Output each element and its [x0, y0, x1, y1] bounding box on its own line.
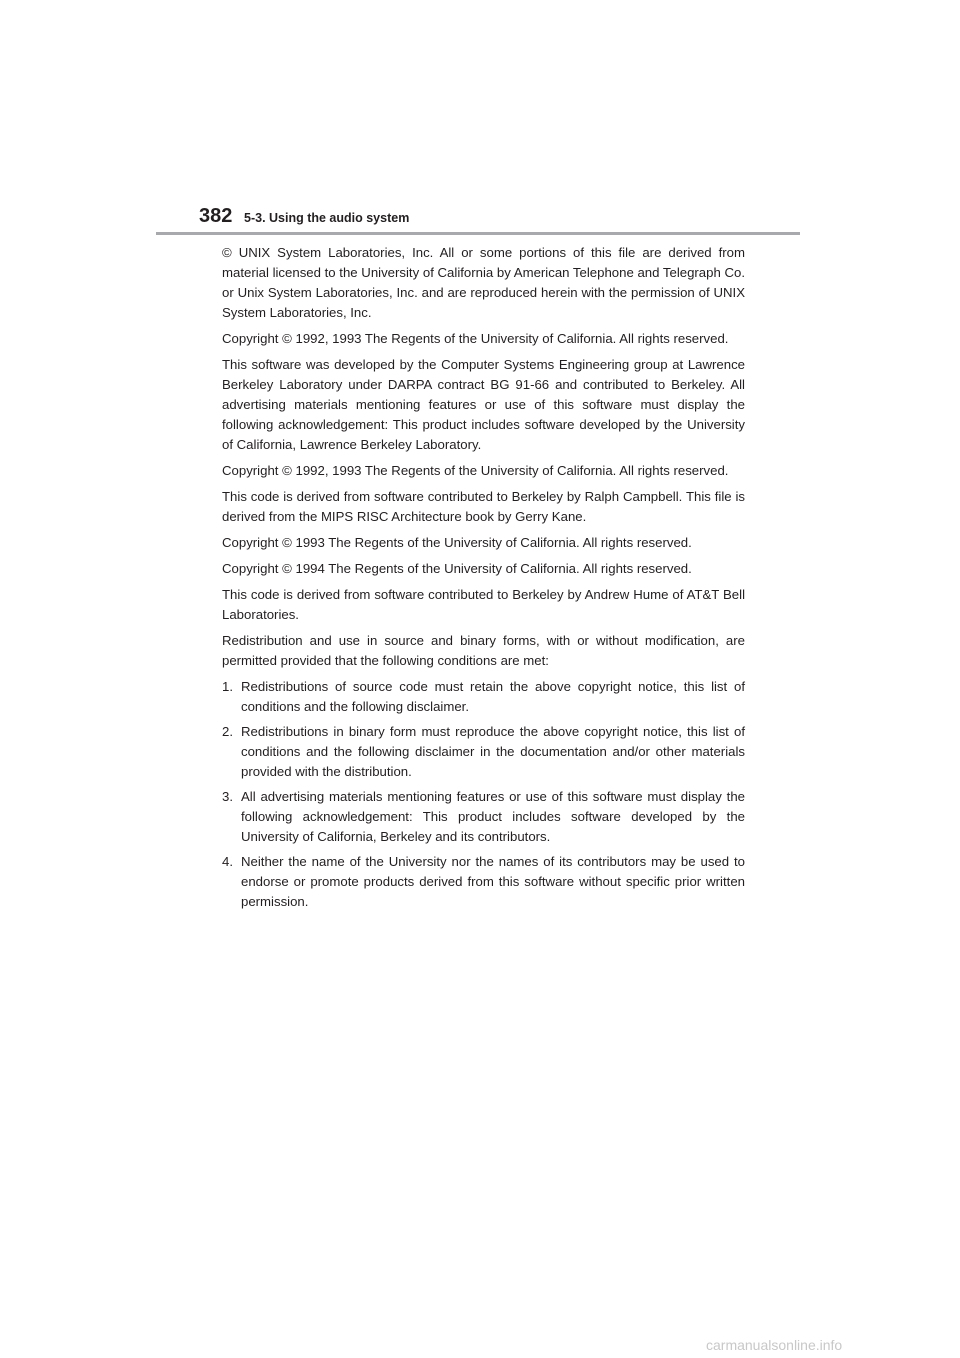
header-divider: [156, 232, 800, 235]
watermark: carmanualsonline.info: [706, 1337, 843, 1353]
license-text: [222, 243, 745, 917]
paragraph-copyright-1992-a: Copyright © 1992, 1993 The Regents of the University of California. All rights reserved.: [222, 331, 729, 346]
list-item-number: 1.: [222, 679, 233, 694]
paragraph-copyright-1994: Copyright © 1994 The Regents of the University of California. All rights reserved.: [222, 561, 692, 576]
page-number: 382: [199, 205, 233, 227]
paragraph-redistribution-intro: Redistribution and use in source and binary forms, with or without modification, are permitted provided that the following conditions are met:: [222, 633, 745, 668]
list-item-text: All advertising materials mentioning features or use of this software must display the following acknowledgement: This product includes software developed by the University of California, Berkeley and its contributors.: [241, 789, 745, 844]
list-item-text: Redistributions in binary form must reproduce the above copyright notice, this list of conditions and the following disclaimer in the documentation and/or other materials provided with the distribution.: [241, 724, 745, 779]
list-item: [222, 722, 745, 782]
page-header: [199, 204, 799, 232]
paragraph-copyright-1992-b: Copyright © 1992, 1993 The Regents of the University of California. All rights reserved.: [222, 463, 729, 478]
list-item: [222, 677, 745, 717]
list-item-text: Redistributions of source code must retain the above copyright notice, this list of conditions and the following disclaimer.: [241, 679, 745, 714]
paragraph-lbl-notice: This software was developed by the Computer Systems Engineering group at Lawrence Berkeley Laboratory under DARPA contract BG 91-66 and contributed to Berkeley. All advertising materials mentioning features or use of this software must display the following acknowledgement: This product includes software developed by the University of California, Lawrence Berkeley Laboratory.: [222, 357, 745, 452]
paragraph-copyright-1993: Copyright © 1993 The Regents of the University of California. All rights reserved.: [222, 535, 692, 550]
list-item-number: 2.: [222, 724, 233, 739]
list-item: [222, 787, 745, 847]
list-item-number: 4.: [222, 854, 233, 869]
list-item: [222, 852, 745, 912]
paragraph-hume-notice: This code is derived from software contributed to Berkeley by Andrew Hume of AT&T Bell Laboratories.: [222, 587, 745, 622]
paragraph-campbell-notice: This code is derived from software contributed to Berkeley by Ralph Campbell. This file is derived from the MIPS RISC Architecture book by Gerry Kane.: [222, 489, 745, 524]
conditions-list: [222, 677, 745, 912]
list-item-number: 3.: [222, 789, 233, 804]
section-title: 5-3. Using the audio system: [244, 211, 410, 225]
list-item-text: Neither the name of the University nor the names of its contributors may be used to endorse or promote products derived from this software without specific prior written permission.: [241, 854, 745, 909]
paragraph-unix-copyright: © UNIX System Laboratories, Inc. All or some portions of this file are derived from material licensed to the University of California by American Telephone and Telegraph Co. or Unix System Laboratories, Inc. and are reproduced herein with the permission of UNIX System Laboratories, Inc.: [222, 245, 745, 320]
